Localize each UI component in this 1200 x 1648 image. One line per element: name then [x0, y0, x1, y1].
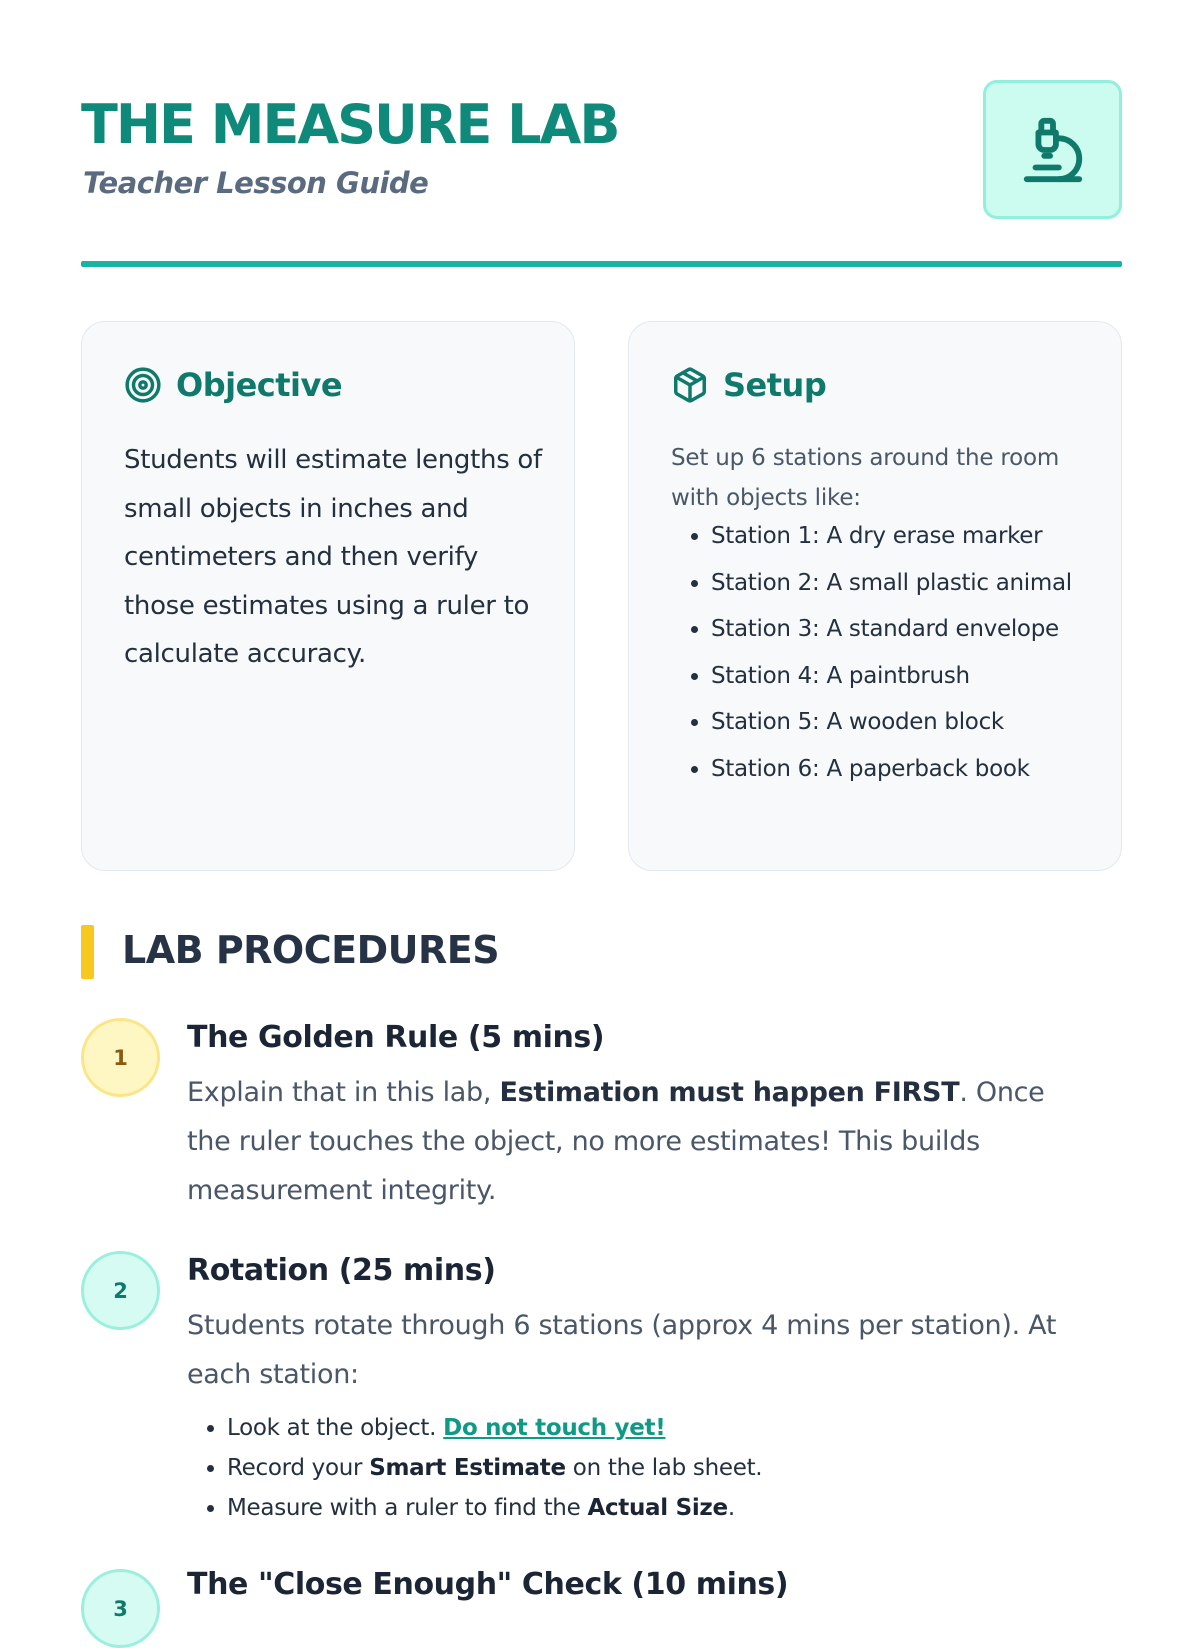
page-subtitle: Teacher Lesson Guide	[83, 166, 429, 200]
logo-badge	[983, 80, 1122, 219]
setup-intro: Set up 6 stations around the room with objects like:	[671, 445, 1060, 511]
list-item: • Station 3: A standard envelope	[711, 609, 1101, 649]
list-item-text: Record your	[227, 1455, 370, 1481]
section-accent-bar	[81, 925, 94, 979]
setup-card	[628, 321, 1122, 871]
step-text: Explain that in this lab,	[187, 1077, 500, 1108]
list-item-emphasis: Actual Size	[587, 1495, 728, 1521]
station-instructions-list	[227, 1408, 762, 1528]
objective-header	[124, 366, 342, 404]
list-item: • Station 6: A paperback book	[711, 749, 1101, 789]
objective-text: Students will estimate lengths of small objects in inches and centimeters and then verify those estimates using a ruler to calculate accuracy.	[124, 445, 542, 669]
step-number-badge: 2	[81, 1251, 160, 1330]
list-item: • Station 5: A wooden block	[711, 702, 1101, 742]
list-item-text: .	[727, 1495, 735, 1521]
list-item-emphasis: Smart Estimate	[369, 1455, 566, 1481]
list-item-text: Look at the object.	[227, 1415, 444, 1441]
setup-heading: Setup	[723, 366, 827, 404]
step-title: Rotation (25 mins)	[187, 1253, 496, 1288]
package-icon	[671, 366, 709, 404]
objective-card	[81, 321, 575, 871]
station-list	[711, 516, 1101, 795]
list-item-text: on the lab sheet.	[565, 1455, 763, 1481]
objective-heading: Objective	[176, 366, 343, 404]
list-item	[227, 1448, 762, 1488]
list-item	[227, 1488, 762, 1528]
header-divider	[81, 261, 1122, 267]
list-item: • Station 4: A paintbrush	[711, 656, 1101, 696]
step-number-badge: 3	[81, 1569, 160, 1648]
do-not-touch-link[interactable]: Do not touch yet!	[443, 1415, 666, 1441]
list-item-text: Measure with a ruler to find the	[227, 1495, 588, 1521]
page-title: THE MEASURE LAB	[81, 93, 619, 156]
step-text: . Once the ruler touches the object, no more estimates! This builds measurement integrity.	[187, 1077, 1045, 1206]
step-title: The Golden Rule (5 mins)	[187, 1020, 605, 1055]
list-item: • Station 1: A dry erase marker	[711, 516, 1101, 556]
page-header	[81, 80, 1122, 220]
step-description	[187, 1068, 1087, 1215]
microscope-icon	[1018, 113, 1088, 187]
step-number-badge: 1	[81, 1018, 160, 1097]
setup-header	[671, 366, 826, 404]
step-emphasis: Estimation must happen FIRST	[499, 1077, 960, 1108]
step-title: The "Close Enough" Check (10 mins)	[187, 1567, 789, 1602]
list-item: • Station 2: A small plastic animal	[711, 563, 1101, 603]
section-heading: LAB PROCEDURES	[122, 928, 500, 972]
step-description: Students rotate through 6 stations (approx 4 mins per station). At each station:	[187, 1310, 1057, 1390]
list-item	[227, 1408, 762, 1448]
target-icon	[124, 366, 162, 404]
